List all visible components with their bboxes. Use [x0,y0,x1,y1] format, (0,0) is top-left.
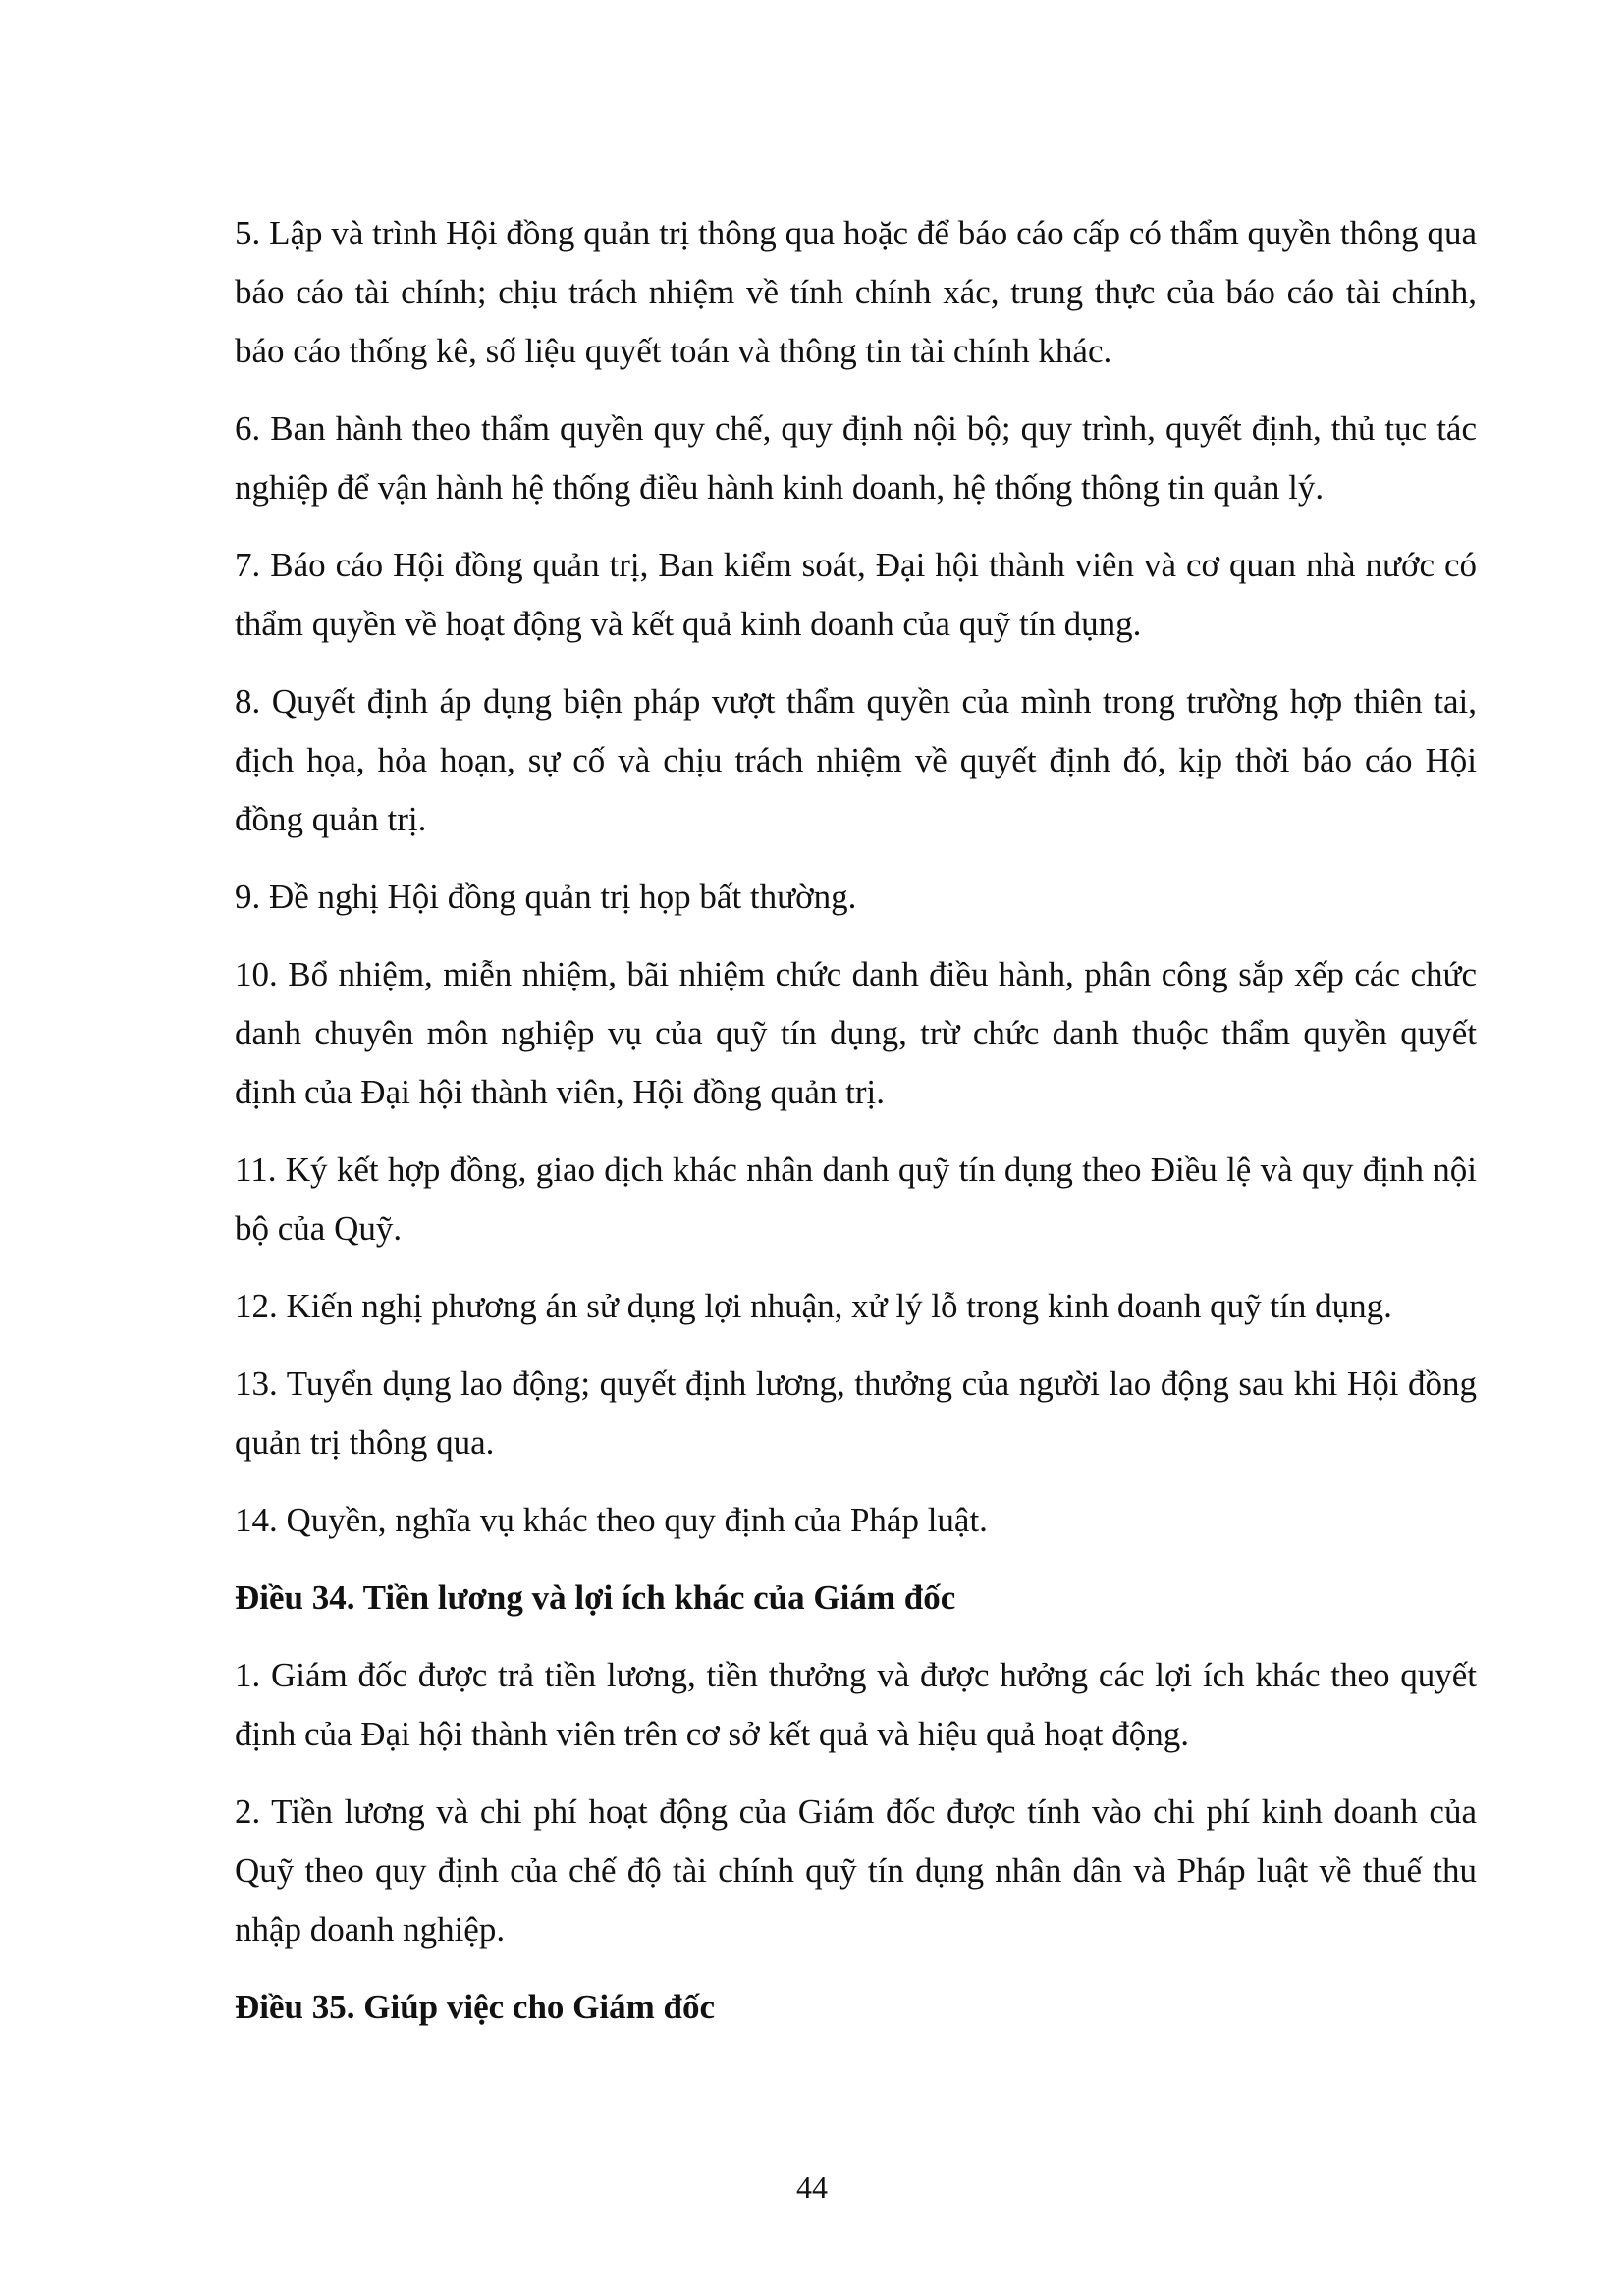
paragraph-item-14: 14. Quyền, nghĩa vụ khác theo quy định của Pháp luật. [235,1501,988,1539]
article-34-heading: Điều 34. Tiền lương và lợi ích khác của Giám đốc [235,1578,956,1617]
article-34-paragraph-2: 2. Tiền lương và chi phí hoạt động của Giám đốc được tính vào chi phí kinh doanh của Quỹ theo quy định của chế độ tài chính quỹ tín dụng nhân dân và Pháp luật về thuế thu nhập doanh nghiệp. [235,1792,1477,1949]
paragraph-item-12: 12. Kiến nghị phương án sử dụng lợi nhuận, xử lý lỗ trong kinh doanh quỹ tín dụng. [235,1287,1392,1325]
paragraph-item-6: 6. Ban hành theo thẩm quyền quy chế, quy định nội bộ; quy trình, quyết định, thủ tục tác nghiệp để vận hành hệ thống điều hành kinh doanh, hệ thống thông tin quản lý. [235,409,1477,507]
paragraph-item-11: 11. Ký kết hợp đồng, giao dịch khác nhân danh quỹ tín dụng theo Điều lệ và quy định nội bộ của Quỹ. [235,1150,1477,1248]
document-body [235,204,1477,2056]
paragraph-item-10: 10. Bổ nhiệm, miễn nhiệm, bãi nhiệm chức danh điều hành, phân công sắp xếp các chức danh chuyên môn nghiệp vụ của quỹ tín dụng, trừ chức danh thuộc thẩm quyền quyết định của Đại hội thành viên, Hội đồng quản trị. [235,955,1477,1111]
article-34-paragraph-1: 1. Giám đốc được trả tiền lương, tiền thưởng và được hưởng các lợi ích khác theo quyết định của Đại hội thành viên trên cơ sở kết quả và hiệu quả hoạt động. [235,1656,1477,1753]
paragraph-item-9: 9. Đề nghị Hội đồng quản trị họp bất thường. [235,878,857,916]
article-35-heading: Điều 35. Giúp việc cho Giám đốc [235,1988,716,2026]
paragraph-item-13: 13. Tuyển dụng lao động; quyết định lương, thưởng của người lao động sau khi Hội đồng quản trị thông qua. [235,1364,1477,1462]
paragraph-item-7: 7. Báo cáo Hội đồng quản trị, Ban kiểm soát, Đại hội thành viên và cơ quan nhà nước có thẩm quyền về hoạt động và kết quả kinh doanh của quỹ tín dụng. [235,546,1477,643]
page-number: 44 [796,2169,828,2205]
paragraph-item-8: 8. Quyết định áp dụng biện pháp vượt thẩm quyền của mình trong trường hợp thiên tai, địch họa, hỏa hoạn, sự cố và chịu trách nhiệm về quyết định đó, kịp thời báo cáo Hội đồng quản trị. [235,682,1477,838]
paragraph-item-5: 5. Lập và trình Hội đồng quản trị thông qua hoặc để báo cáo cấp có thẩm quyền thông qua báo cáo tài chính; chịu trách nhiệm về tính chính xác, trung thực của báo cáo tài chính, báo cáo thống kê, số liệu quyết toán và thông tin tài chính khác. [235,214,1477,370]
